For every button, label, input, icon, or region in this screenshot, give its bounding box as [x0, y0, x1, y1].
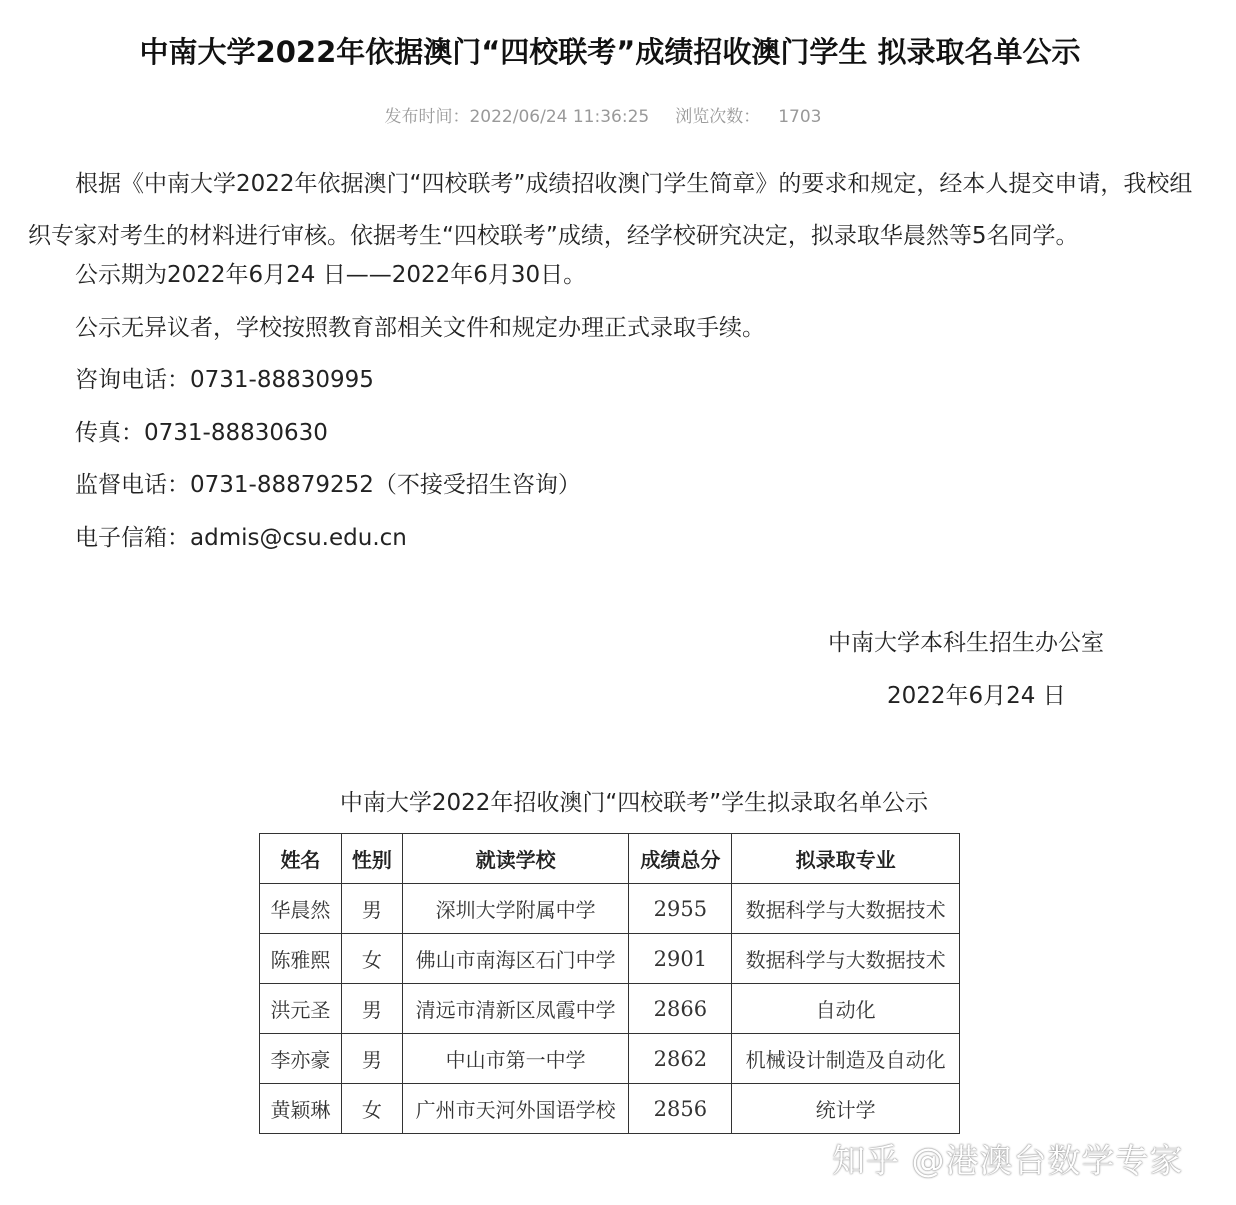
cell-gender: 男	[341, 1034, 402, 1084]
cell-school: 深圳大学附属中学	[402, 884, 629, 934]
cell-score: 2901	[629, 934, 732, 984]
cell-name: 陈雅熙	[260, 934, 342, 984]
cell-major: 统计学	[732, 1084, 960, 1134]
cell-score: 2862	[629, 1034, 732, 1084]
cell-score: 2866	[629, 984, 732, 1034]
article-meta	[0, 102, 1206, 127]
cell-name: 华晨然	[260, 884, 342, 934]
publicity-period: 公示期为2022年6月24 日——2022年6月30日。	[75, 262, 587, 288]
publish-time: 2022/06/24 11:36:25	[469, 107, 650, 127]
cell-school: 清远市清新区凤霞中学	[402, 984, 629, 1034]
intro-paragraph: 根据《中南大学2022年依据澳门“四校联考”成绩招收澳门学生简章》的要求和规定，经本人提交申请，我校组织专家对考生的材料进行审核。依据考生“四校联考”成绩，经学校研究决定，拟录取华晨然等5名同学。	[28, 171, 1193, 249]
views-count: 1703	[778, 107, 822, 127]
cell-score: 2955	[629, 884, 732, 934]
cell-name: 黄颖琳	[260, 1084, 342, 1134]
table-row	[260, 884, 960, 934]
header-total-score: 成绩总分	[629, 834, 732, 884]
cell-gender: 男	[341, 884, 402, 934]
table-row	[260, 934, 960, 984]
table-row	[260, 1034, 960, 1084]
cell-score: 2856	[629, 1084, 732, 1134]
header-major: 拟录取专业	[732, 834, 960, 884]
cell-gender: 女	[341, 934, 402, 984]
cell-school: 中山市第一中学	[402, 1034, 629, 1084]
no-objection-note: 公示无异议者，学校按照教育部相关文件和规定办理正式录取手续。	[75, 315, 765, 341]
supervision-phone: 监督电话：0731-88879252（不接受招生咨询）	[75, 472, 581, 498]
cell-major: 机械设计制造及自动化	[732, 1034, 960, 1084]
cell-major: 数据科学与大数据技术	[732, 934, 960, 984]
header-name: 姓名	[260, 834, 342, 884]
table-row	[260, 1084, 960, 1134]
cell-major: 数据科学与大数据技术	[732, 884, 960, 934]
fax-number: 传真：0731-88830630	[75, 420, 328, 446]
publish-time-label: 发布时间：	[384, 107, 470, 127]
header-school: 就读学校	[402, 834, 629, 884]
views-label: 浏览次数：	[675, 107, 761, 127]
table-header-row	[260, 834, 960, 884]
inquiry-phone: 咨询电话：0731-88830995	[75, 367, 374, 393]
signature-date: 2022年6月24 日	[887, 683, 1066, 709]
table-row	[260, 984, 960, 1034]
zhihu-watermark: 知乎 @港澳台数学专家	[832, 1141, 1184, 1180]
page-title: 中南大学2022年依据澳门“四校联考”成绩招收澳门学生 拟录取名单公示	[139, 35, 1081, 69]
header-gender: 性别	[341, 834, 402, 884]
cell-gender: 女	[341, 1084, 402, 1134]
table-title: 中南大学2022年招收澳门“四校联考”学生拟录取名单公示	[339, 790, 929, 816]
admission-table	[259, 833, 960, 1134]
email-address: 电子信箱：admis@csu.edu.cn	[75, 525, 407, 551]
cell-gender: 男	[341, 984, 402, 1034]
cell-name: 洪元圣	[260, 984, 342, 1034]
cell-school: 佛山市南海区石门中学	[402, 934, 629, 984]
cell-school: 广州市天河外国语学校	[402, 1084, 629, 1134]
signature-office: 中南大学本科生招生办公室	[828, 630, 1104, 656]
cell-major: 自动化	[732, 984, 960, 1034]
cell-name: 李亦豪	[260, 1034, 342, 1084]
